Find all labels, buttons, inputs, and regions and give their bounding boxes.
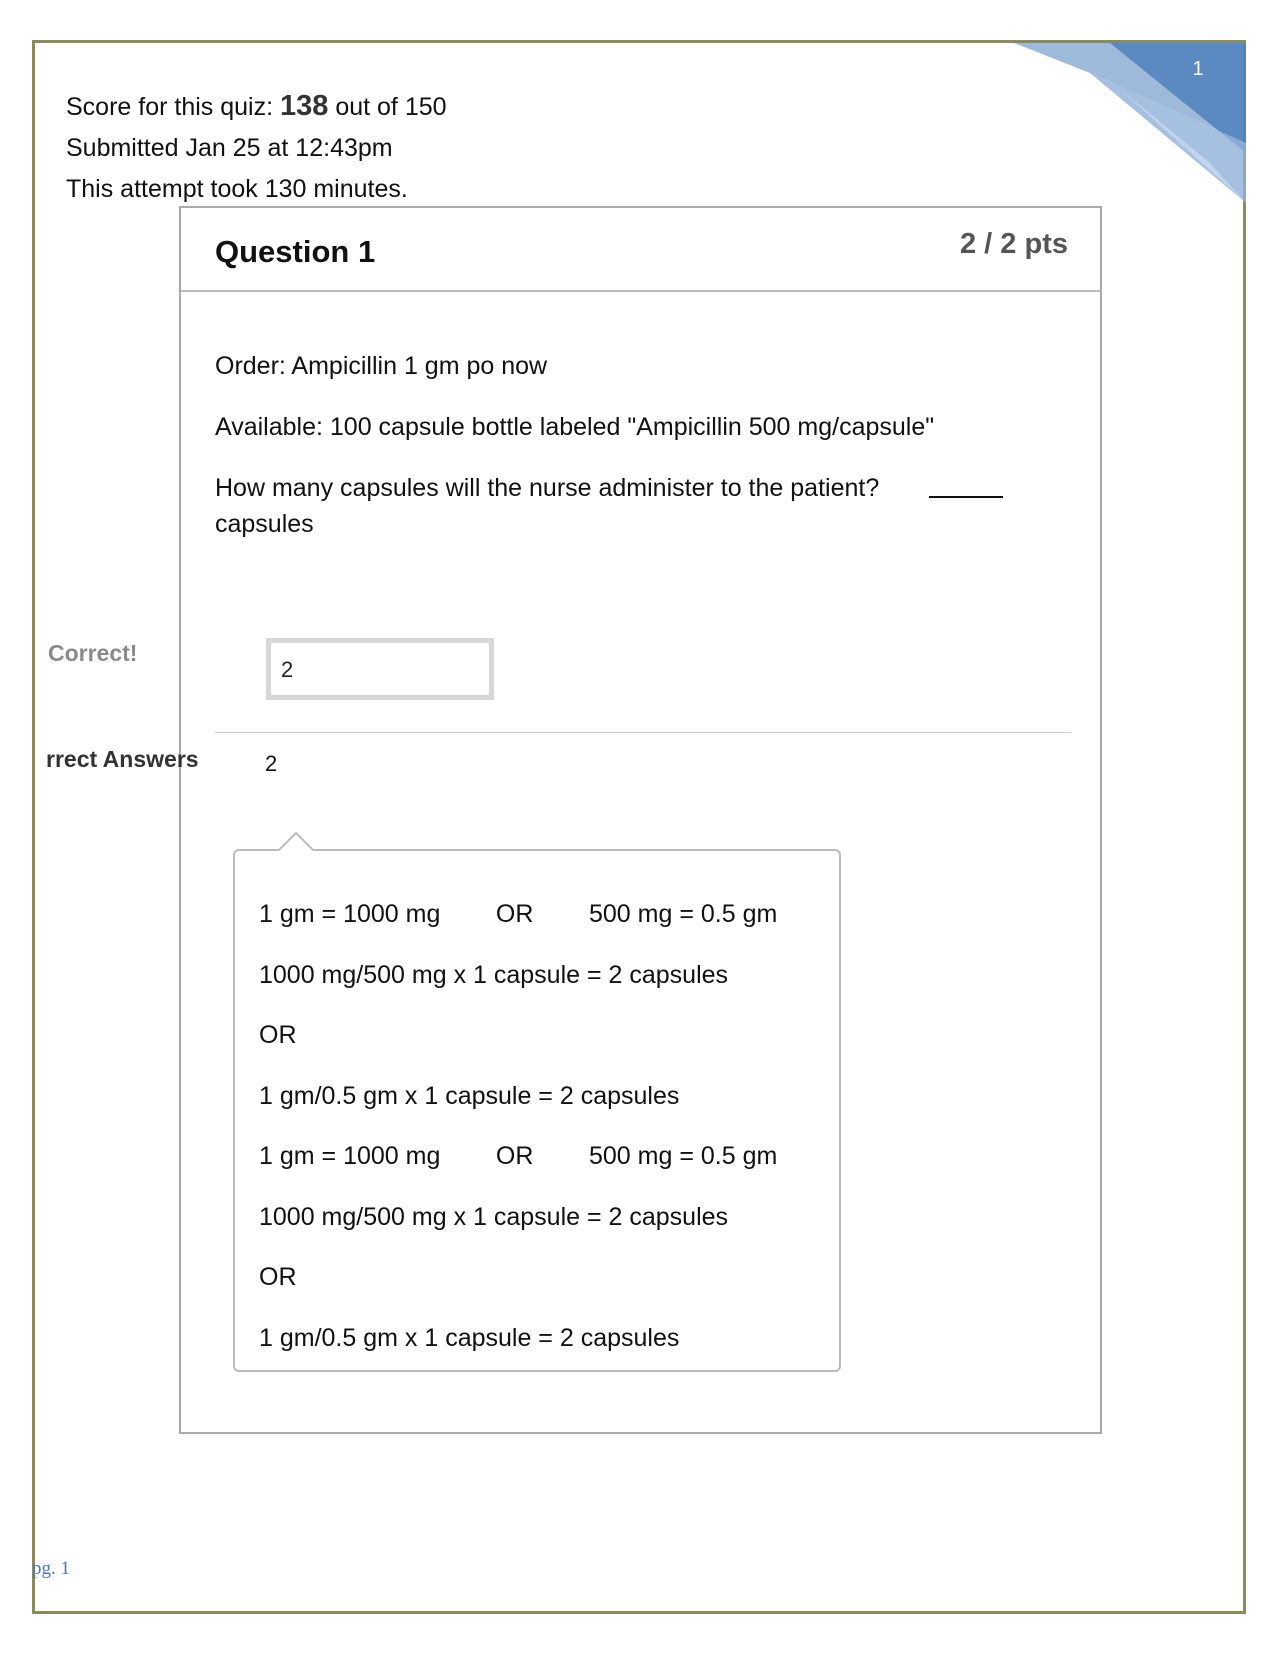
divider — [215, 732, 1071, 733]
prompt-text: How many capsules will the nurse administer to the patient? — [215, 474, 880, 502]
score-line — [66, 86, 447, 128]
comment-line: 1000 mg/500 mg x 1 capsule = 2 capsules — [259, 960, 729, 989]
comment-line: 1000 mg/500 mg x 1 capsule = 2 capsules — [259, 1202, 729, 1231]
correct-answer-value: 2 — [265, 751, 278, 776]
order-text: Order: Ampicillin 1 gm po now — [215, 352, 548, 380]
footer-page-label: pg. 1 — [32, 1558, 70, 1579]
answer-input[interactable]: 2 — [266, 638, 494, 700]
page-number: 1 — [1192, 58, 1204, 80]
score-suffix: out of 150 — [335, 93, 447, 121]
quiz-summary — [66, 86, 447, 210]
page-corner-decoration — [1010, 43, 1246, 203]
answer-blank — [929, 480, 1003, 498]
comment-arrow — [278, 832, 315, 869]
comment-line: 1 gm = 1000 mg OR 500 mg = 0.5 gm — [259, 900, 778, 928]
question-title: Question 1 — [215, 234, 376, 269]
comment-line: OR — [259, 1263, 297, 1291]
correct-answers-label: rrect Answers — [46, 746, 199, 772]
comment-line: 1 gm = 1000 mg OR 500 mg = 0.5 gm — [259, 1142, 778, 1170]
available-text: Available: 100 capsule bottle labeled "Ampicillin 500 mg/capsule" — [215, 413, 935, 441]
comment-lines — [259, 899, 777, 1383]
answer-comment — [233, 849, 841, 1372]
unit-text: capsules — [215, 510, 314, 538]
correct-label: Correct! — [48, 640, 138, 666]
question-card — [179, 206, 1102, 1434]
submitted-line: Submitted Jan 25 at 12:43pm — [66, 134, 393, 162]
question-text — [215, 348, 1075, 567]
prompt-paragraph — [215, 470, 1075, 542]
comment-line: OR — [259, 1021, 297, 1049]
score-prefix: Score for this quiz: — [66, 93, 274, 121]
score-value: 138 — [279, 90, 329, 122]
comment-line: 1 gm/0.5 gm x 1 capsule = 2 capsules — [259, 1323, 680, 1352]
comment-line: 1 gm/0.5 gm x 1 capsule = 2 capsules — [259, 1081, 680, 1110]
question-points: 2 / 2 pts — [960, 228, 1068, 260]
duration-line: This attempt took 130 minutes. — [66, 175, 408, 203]
question-header — [181, 208, 1100, 292]
